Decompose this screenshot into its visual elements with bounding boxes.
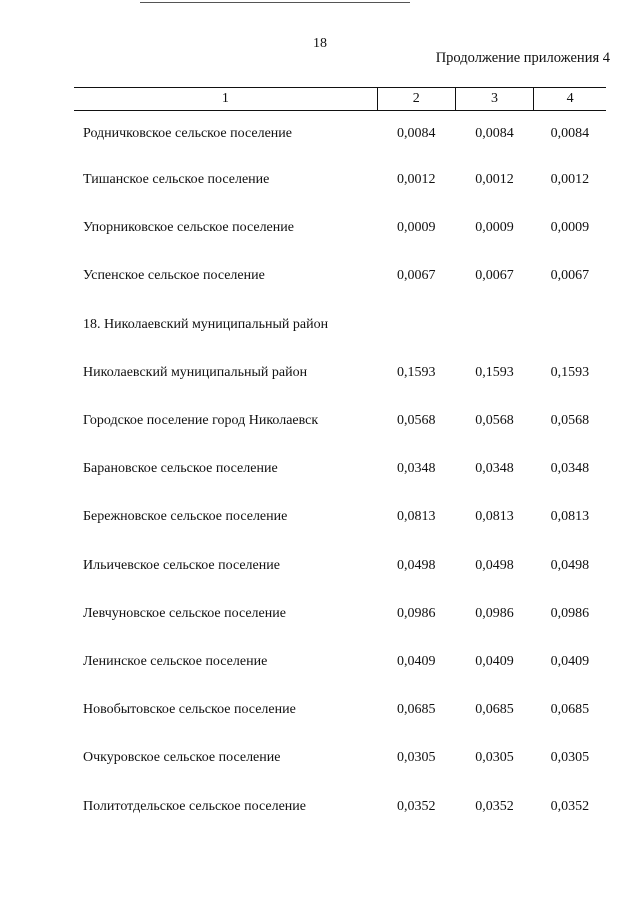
table-row bbox=[74, 734, 606, 782]
value-col-2: 0,0685 bbox=[397, 702, 436, 718]
row-name: Политотдельское сельское поселение bbox=[83, 798, 306, 814]
appendix-table bbox=[74, 87, 606, 831]
table-row bbox=[74, 445, 606, 493]
value-col-3: 0,0012 bbox=[475, 172, 514, 188]
table-body bbox=[74, 111, 606, 831]
value-col-2: 0,0813 bbox=[397, 509, 436, 525]
value-col-4 bbox=[534, 301, 606, 349]
table-row bbox=[74, 349, 606, 397]
value-col-2 bbox=[377, 301, 455, 349]
value-col-4: 0,0986 bbox=[550, 605, 590, 621]
value-col-3: 0,1593 bbox=[475, 364, 514, 380]
value-col-3: 0,0813 bbox=[475, 509, 514, 525]
value-col-3: 0,0009 bbox=[475, 220, 514, 236]
table-row bbox=[74, 156, 606, 204]
value-col-3 bbox=[455, 301, 533, 349]
table-row bbox=[74, 493, 606, 541]
value-col-3: 0,0986 bbox=[475, 605, 514, 621]
value-col-4: 0,0305 bbox=[550, 750, 590, 766]
table-row bbox=[74, 397, 606, 445]
value-col-4: 0,0348 bbox=[550, 461, 590, 477]
value-col-4: 0,0352 bbox=[550, 798, 590, 814]
value-col-2: 0,1593 bbox=[397, 364, 436, 380]
table-row bbox=[74, 204, 606, 252]
value-col-2: 0,0009 bbox=[397, 220, 436, 236]
row-name: Успенское сельское поселение bbox=[83, 268, 265, 284]
value-col-2: 0,0305 bbox=[397, 750, 436, 766]
row-name: Городское поселение город Николаевск bbox=[83, 413, 319, 429]
value-col-4: 0,0009 bbox=[550, 220, 590, 236]
value-col-2: 0,0084 bbox=[397, 125, 436, 141]
value-col-3: 0,0498 bbox=[475, 557, 514, 573]
value-col-3: 0,0348 bbox=[475, 461, 514, 477]
value-col-2: 0,0352 bbox=[397, 798, 436, 814]
value-col-4: 0,0067 bbox=[550, 268, 590, 284]
row-name: Бережновское сельское поселение bbox=[83, 509, 288, 525]
value-col-4: 0,1593 bbox=[550, 364, 590, 380]
value-col-4: 0,0498 bbox=[550, 557, 590, 573]
value-col-3: 0,0352 bbox=[475, 798, 514, 814]
table-row bbox=[74, 686, 606, 734]
row-name: Новобытовское сельское поселение bbox=[83, 702, 296, 718]
table-header-row bbox=[74, 88, 606, 111]
row-name: Родничковское сельское поселение bbox=[83, 125, 292, 141]
header-col-3: 3 bbox=[455, 88, 533, 111]
header-col-4: 4 bbox=[534, 88, 606, 111]
row-name: Очкуровское сельское поселение bbox=[83, 750, 281, 766]
value-col-3: 0,0568 bbox=[475, 413, 514, 429]
value-col-4: 0,0084 bbox=[550, 125, 590, 141]
value-col-3: 0,0067 bbox=[475, 268, 514, 284]
continuation-label: Продолжение приложения 4 bbox=[435, 50, 610, 66]
row-name: Николаевский муниципальный район bbox=[83, 364, 308, 380]
value-col-4: 0,0409 bbox=[550, 653, 590, 669]
table-row bbox=[74, 252, 606, 300]
row-name: Левчуновское сельское поселение bbox=[83, 605, 286, 621]
row-name: Барановское сельское поселение bbox=[83, 461, 278, 477]
header-col-1: 1 bbox=[74, 88, 377, 111]
table-row bbox=[74, 542, 606, 590]
table-row bbox=[74, 782, 606, 830]
row-name: Ленинское сельское поселение bbox=[83, 653, 268, 669]
row-name: Тишанское сельское поселение bbox=[83, 172, 270, 188]
table-row bbox=[74, 638, 606, 686]
value-col-3: 0,0084 bbox=[475, 125, 514, 141]
value-col-4: 0,0685 bbox=[550, 702, 590, 718]
value-col-4: 0,0568 bbox=[550, 413, 590, 429]
value-col-2: 0,0348 bbox=[397, 461, 436, 477]
value-col-3: 0,0305 bbox=[475, 750, 514, 766]
value-col-3: 0,0685 bbox=[475, 702, 514, 718]
table-row bbox=[74, 111, 606, 157]
value-col-2: 0,0568 bbox=[397, 413, 436, 429]
table-row bbox=[74, 590, 606, 638]
table-row bbox=[74, 301, 606, 349]
page-number: 18 bbox=[313, 36, 327, 51]
value-col-2: 0,0012 bbox=[397, 172, 436, 188]
row-name: 18. Николаевский муниципальный район bbox=[83, 316, 329, 332]
value-col-4: 0,0813 bbox=[550, 509, 590, 525]
header-col-2: 2 bbox=[377, 88, 455, 111]
value-col-3: 0,0409 bbox=[475, 653, 514, 669]
row-name: Ильичевское сельское поселение bbox=[83, 557, 280, 573]
value-col-2: 0,0498 bbox=[397, 557, 436, 573]
row-name: Упорниковское сельское поселение bbox=[83, 220, 294, 236]
value-col-2: 0,0986 bbox=[397, 605, 436, 621]
value-col-2: 0,0067 bbox=[397, 268, 436, 284]
value-col-2: 0,0409 bbox=[397, 653, 436, 669]
top-edge-rule bbox=[140, 2, 410, 3]
value-col-4: 0,0012 bbox=[550, 172, 590, 188]
